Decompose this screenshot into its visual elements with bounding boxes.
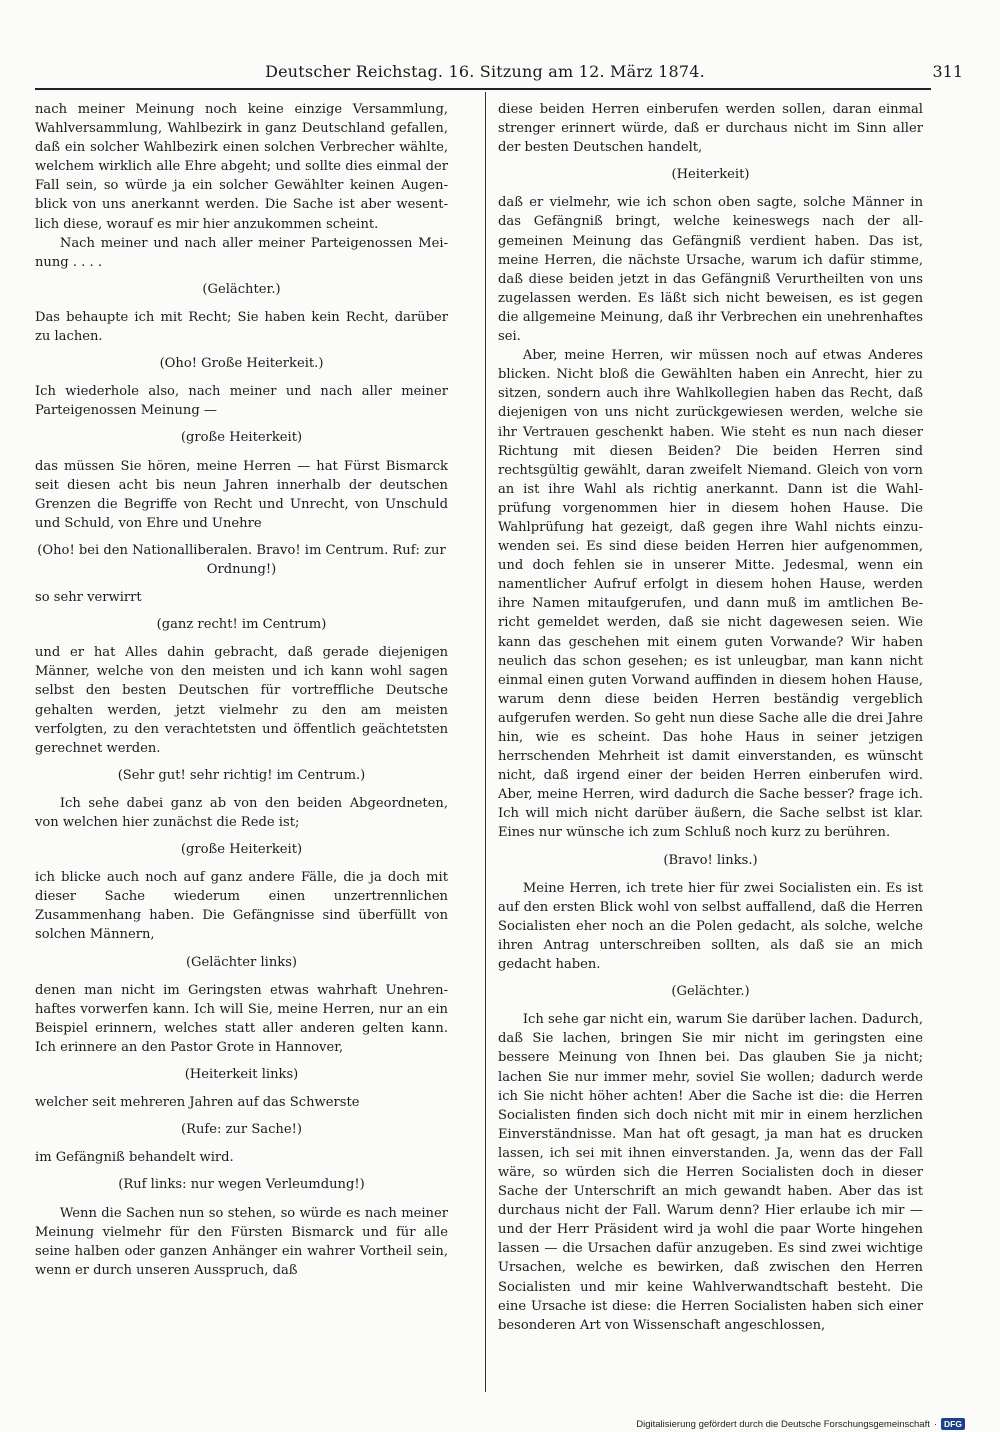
- right-column: [498, 100, 923, 1335]
- paragraph: denen man nicht im Geringsten etwas wahrhaft Unehrenhaftes vorwerfen kann. Ich will Sie, meine Herren, nur an ein Beispiel erinnern, welches statt aller anderen gelten kann. Ich erinnere an den Pastor Grote in Hannover,: [35, 982, 448, 1055]
- page-number: 311: [932, 62, 963, 81]
- interjection: (Ruf links: nur wegen Verleumdung!): [118, 1177, 365, 1193]
- interjection: (Oho! bei den Nationalliberalen. Bravo! im Centrum. Ruf: zur Ordnung!): [37, 542, 446, 577]
- left-column: [35, 100, 448, 1280]
- paragraph: Ich sehe gar nicht ein, warum Sie darüber lachen. Dadurch, daß Sie lachen, bringen Sie mir nicht im geringsten eine bessere Meinung von Ihnen bei. Das glauben Sie ja nicht; lachen Sie nur immer mehr, soviel Sie wollen; dadurch werde ich Sie nicht höher achten! Aber die Sache ist die: die Herren Socialisten finden sich doch nicht mit mir in einem herzlichen Einverständnisse. Man hat oft gesagt, ja man hat es drucken lassen, ich sei mit ihnen einverstanden. Ja, wenn das der Fall wäre, so würden sich die Herren Socialisten doch in dieser Sache der Unterschrift an mich gewandt haben. Aber das ist durchaus nicht der Fall. Warum denn? Hier erlaube ich mir — und der Herr Präsident wird ja wohl die paar Worte hingehen lassen — die Ursachen dafür anzugeben. Es sind zwei wichtige Ursachen, welche es bewirken, daß zwischen den Herren Socialisten und mir keine Wahlverwandtschaft besteht. Die eine Ursache ist diese: die Herren Socialisten haben sich einer besonderen Art von Wissenschaft angeschlossen,: [498, 1012, 923, 1333]
- paragraph: im Gefängniß behandelt wird.: [35, 1150, 234, 1166]
- paragraph: Das behaupte ich mit Recht; Sie haben kein Recht, darüber zu lachen.: [35, 309, 448, 345]
- paragraph: Aber, meine Herren, wir müssen noch auf etwas Anderes blicken. Nicht bloß die Gewählten haben ein Anrecht, hier zu sitzen, sondern auch ihre Wahlkollegien haben das Recht, daß diejenigen von uns nicht zurückgewiesen werden, welche sie ihr Vertrauen geschenkt haben. Wie steht es nun nach dieser Richtung mit diesen Beiden? Die beiden Herren sind rechtsgültig gewählt, daran zweifelt Niemand. Gleich von vorn an ist ihre Wahl als richtig anerkannt. Dann ist die Wahlprüfung vorgenommen hier in diesem hohen Hause. Die Wahlprüfung hat gezeigt, daß gegen ihre Wahl nichts einzuwenden sei. Es sind diese beiden Herren hier aufgenommen, und doch fehlen sie in unserer Mitte. Jedesmal, wenn ein namentlicher Aufruf erfolgt in diesem hohen Hause, werden ihre Namen mitaufgerufen, und dann muß im amtlichen Bericht gemeldet werden, daß sie nicht dagewesen seien. Wie kann das geschehen mit einem guten Vorwande? Wir haben neulich das schon gesehen; es ist unleugbar, man kann nicht einmal einen guten Vorwand auffinden in diesem hohen Hause, warum denn diese beiden Herren beständig vergeblich aufgerufen werden. So geht nun diese Sache alle die drei Jahre hin, wie es scheint. Das hohe Haus in seiner jetzigen herrschenden Mehrheit ist damit einverstanden, es wünscht nicht, daß irgend einer der beiden Herren einberufen wird. Aber, meine Herren, wird dadurch die Sache besser? frage ich. Ich will mich nicht darüber äußern, die Sache selbst ist klar. Eines nur wünsche ich zum Schluß noch kurz zu berühren.: [498, 348, 923, 841]
- running-title: Deutscher Reichstag. 16. Sitzung am 12. März 1874.: [265, 62, 705, 81]
- paragraph: diese beiden Herren einberufen werden sollen, daran einmal strenger erinnert würde, daß er durchaus nicht im Sinn aller der besten Deutschen handelt,: [498, 102, 923, 156]
- paragraph: und er hat Alles dahin gebracht, daß gerade diejenigen Männer, welche von den meisten und ich kann wohl sagen selbst den besten Deutschen für vortreffliche Deutsche gehalten werden, jetzt vielmehr zu den am meisten verfolgten, zu den verachtetsten und öffentlich geächtetsten gerechnet werden.: [35, 645, 448, 756]
- interjection: (Gelächter.): [202, 281, 281, 297]
- interjection: (Heiterkeit): [671, 167, 750, 183]
- interjection: (Sehr gut! sehr richtig! im Centrum.): [117, 767, 366, 783]
- paragraph: Ich sehe dabei ganz ab von den beiden Abgeordneten, von welchen hier zunächst die Rede ist;: [35, 795, 448, 830]
- interjection: (Bravo! links.): [663, 852, 758, 868]
- footer: Digitalisierung gefördert durch die Deutsche Forschungsgemeinschaft · DFG: [636, 1418, 965, 1430]
- column-divider: [485, 92, 486, 1392]
- paragraph: so sehr verwirrt: [35, 590, 142, 606]
- paragraph: ich blicke auch noch auf ganz andere Fälle, die ja doch mit dieser Sache wiederum einen unzertrennlichen Zusammenhang haben. Die Gefängnisse sind überfüllt von solchen Männern,: [35, 870, 448, 943]
- interjection: (Rufe: zur Sache!): [181, 1122, 302, 1138]
- interjection: (Heiterkeit links): [184, 1067, 299, 1083]
- page-header: [35, 62, 963, 86]
- interjection: (Gelächter links): [185, 954, 298, 970]
- footer-credit: Digitalisierung gefördert durch die Deutsche Forschungsgemeinschaft: [636, 1418, 930, 1430]
- paragraph: welcher seit mehreren Jahren auf das Schwerste: [35, 1095, 360, 1111]
- paragraph: nach meiner Meinung noch keine einzige Versammlung, Wahlversammlung, Wahlbezirk in ganz Deutschland gefallen, daß ein solcher Wahlbezirk einen solchen Verbrecher wählte, welchem wirklich alle Ehre abgeht; und sollte dies einmal der Fall sein, so würde ja ein solcher Gewählter keinen Augenblick von uns anerkannt werden. Die Sache ist aber wesentlich diese, worauf es mir hier anzukommen scheint.: [35, 102, 448, 232]
- paragraph: Nach meiner und nach aller meiner Parteigenossen Meinung . . . .: [35, 235, 448, 270]
- paragraph: Wenn die Sachen nun so stehen, so würde es nach meiner Meinung vielmehr für den Fürsten Bismarck und für alle seine halben oder ganzen Anhänger ein wahrer Vortheil sein, wenn er durch unseren Ausspruch, daß: [35, 1205, 448, 1278]
- interjection: (große Heiterkeit): [180, 430, 303, 446]
- paragraph: daß er vielmehr, wie ich schon oben sagte, solche Männer in das Gefängniß bringt, welche keineswegs nach der allgemeinen Meinung das Gefängniß verdient haben. Das ist, meine Herren, die nächste Ursache, warum ich dafür stimme, daß diese beiden jetzt in das Gefängniß Verurtheilten von uns zugelassen werden. Es läßt sich nicht beweisen, es ist gegen die allgemeine Meinung, daß ihr Verbrechen ein unehrenhaftes sei.: [498, 195, 923, 345]
- interjection: (ganz recht! im Centrum): [156, 617, 327, 633]
- paragraph: Meine Herren, ich trete hier für zwei Socialisten ein. Es ist auf den ersten Blick wohl von selbst auffallend, daß die Herren Socialisten eher noch an die Polen gedacht, als solche, welche ihren Antrag unterschreiben sollten, als daß sie an mich gedacht haben.: [498, 880, 923, 973]
- paragraph: das müssen Sie hören, meine Herren — hat Fürst Bismarck seit diesen acht bis neun Jahren innerhalb der deutschen Grenzen die Begriffe von Recht und Unrecht, von Unschuld und Schuld, von Ehre und Unehre: [35, 458, 448, 531]
- paragraph: Ich wiederhole also, nach meiner und nach aller meiner Parteigenossen Meinung —: [35, 384, 448, 419]
- header-rule: [35, 88, 931, 90]
- interjection: (große Heiterkeit): [180, 842, 303, 858]
- dfg-logo: DFG: [941, 1418, 965, 1430]
- interjection: (Oho! Große Heiterkeit.): [159, 356, 324, 372]
- interjection: (Gelächter.): [671, 984, 750, 1000]
